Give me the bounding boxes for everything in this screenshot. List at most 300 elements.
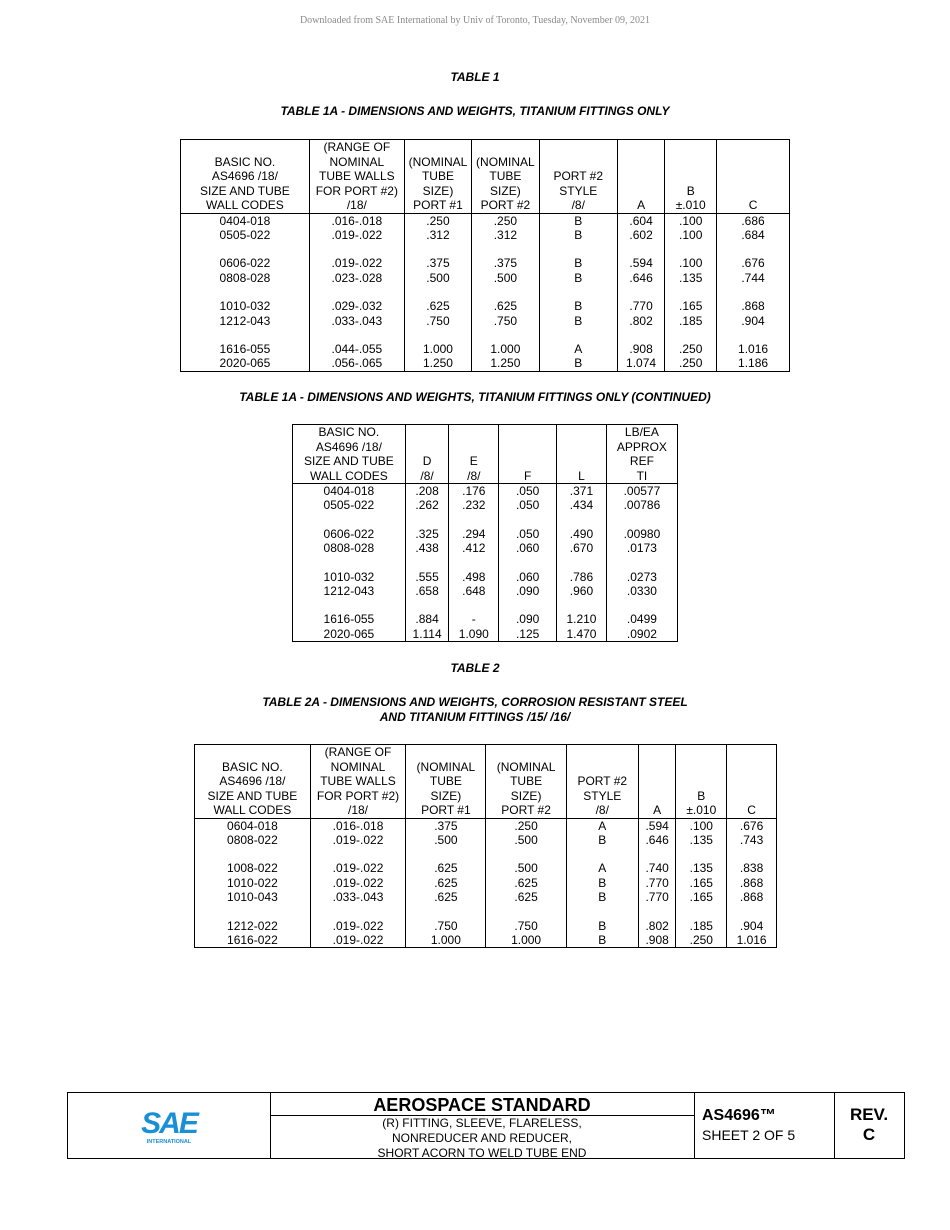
column-header-line: (RANGE OF <box>323 140 391 154</box>
table-row <box>195 818 777 833</box>
table-cell: .019-.022 <box>310 861 405 875</box>
table-cell: 0404-018 <box>293 484 406 499</box>
table1a-cont-caption: TABLE 1A - DIMENSIONS AND WEIGHTS, TITANIUM FITTINGS ONLY (CONTINUED) <box>239 390 711 404</box>
column-header-line: REF <box>629 454 654 468</box>
spacer-row <box>181 328 790 342</box>
column-header-line: TUBE <box>489 169 522 183</box>
column-header-line: C <box>748 198 758 212</box>
table-cell: .312 <box>404 228 471 242</box>
table-cell: 1616-022 <box>195 933 311 948</box>
table-cell: .625 <box>472 299 540 313</box>
table-row <box>195 933 777 948</box>
column-header-line: FOR PORT #2) <box>315 183 398 198</box>
table-cell: .412 <box>449 541 499 555</box>
table-cell: .016-.018 <box>309 213 404 228</box>
column-header <box>406 745 486 819</box>
table-cell: .165 <box>676 890 727 904</box>
table-cell: .165 <box>676 876 727 890</box>
column-header-line: TUBE <box>429 774 462 788</box>
table-cell: .594 <box>617 256 665 270</box>
spacer-row <box>293 556 678 570</box>
table-row <box>181 342 790 356</box>
column-header-line: PORT #2 <box>577 774 628 788</box>
table-row <box>195 833 777 847</box>
table-cell: 1212-022 <box>195 919 311 933</box>
column-header <box>449 425 499 484</box>
table-cell: B <box>539 314 617 328</box>
column-header-line: SIZE AND TUBE <box>303 454 394 468</box>
table-cell: A <box>566 861 638 875</box>
table-row <box>195 919 777 933</box>
column-header-line: FOR PORT #2) <box>316 788 400 803</box>
document-title-area <box>270 1093 695 1158</box>
column-header-line: E <box>469 454 478 468</box>
table-cell: .033-.043 <box>310 890 405 904</box>
table-cell: .050 <box>499 484 557 499</box>
table-cell: 0604-018 <box>195 818 311 833</box>
column-header-line: NOMINAL <box>329 154 385 169</box>
table1a <box>180 139 790 372</box>
spacer-row <box>293 513 678 527</box>
column-header <box>293 425 406 484</box>
table-cell: .250 <box>404 213 471 228</box>
table-cell: 1.016 <box>717 342 790 356</box>
column-header <box>717 140 790 214</box>
column-header-line: STYLE <box>583 788 622 803</box>
table-cell: .904 <box>717 314 790 328</box>
svg-text:INTERNATIONAL: INTERNATIONAL <box>146 1139 192 1145</box>
column-header-line: (NOMINAL <box>496 759 556 774</box>
table-cell: A <box>566 818 638 833</box>
table2a-caption-line2: AND TITANIUM FITTINGS /15/ /16/ <box>379 710 571 724</box>
table-cell: .294 <box>449 527 499 541</box>
revision-label: REV. <box>849 1105 889 1124</box>
column-header <box>405 425 449 484</box>
table-row <box>293 527 678 541</box>
table-cell: .232 <box>449 498 499 512</box>
standard-type: AEROSPACE STANDARD <box>270 1093 694 1116</box>
download-watermark: Downloaded from SAE International by Univ of Toronto, Tuesday, November 09, 2021 <box>299 15 651 26</box>
column-header <box>665 140 717 214</box>
column-header-line: STYLE <box>559 183 598 198</box>
description-line: (R) FITTING, SLEEVE, FLARELESS, <box>382 1116 582 1130</box>
column-header <box>499 425 557 484</box>
column-header-line: WALL CODES <box>213 803 292 817</box>
table-cell: .100 <box>665 213 717 228</box>
table-cell: - <box>449 612 499 626</box>
table-cell: 1616-055 <box>293 612 406 626</box>
column-header <box>309 140 404 214</box>
column-header-line: /8/ <box>420 468 434 483</box>
sae-logo <box>68 1093 271 1158</box>
column-header <box>486 745 566 819</box>
table-cell: 1.074 <box>617 356 665 371</box>
table-cell: .100 <box>665 228 717 242</box>
table-cell: .135 <box>665 271 717 285</box>
column-header-line: AS4696 /18/ <box>211 169 278 183</box>
table-cell: 1212-043 <box>181 314 310 328</box>
table-cell: .185 <box>676 919 727 933</box>
table-cell: .744 <box>717 271 790 285</box>
table1a-continued <box>292 424 678 642</box>
table-cell: .884 <box>405 612 449 626</box>
table-cell: .100 <box>665 256 717 270</box>
table-cell: 1.000 <box>404 342 471 356</box>
document-number-area <box>694 1093 835 1158</box>
column-header <box>606 425 677 484</box>
column-header <box>727 745 777 819</box>
table-row <box>293 584 678 598</box>
column-header-line: TUBE <box>421 169 454 183</box>
column-header-line: AS4696 /18/ <box>315 439 382 454</box>
column-header-line: B <box>697 788 706 803</box>
table-cell: A <box>539 342 617 356</box>
column-header-line: BASIC NO. <box>222 759 283 774</box>
column-header-line: BASIC NO. <box>318 425 380 439</box>
table-cell: 2020-065 <box>293 627 406 642</box>
table-cell: .438 <box>405 541 449 555</box>
table-cell: .490 <box>557 527 607 541</box>
description-line: NONREDUCER AND REDUCER, <box>391 1131 573 1145</box>
table-row <box>293 498 678 512</box>
table-cell: .00577 <box>606 484 677 499</box>
table-cell: 1010-043 <box>195 890 311 904</box>
column-header-line: SIZE) <box>422 183 454 198</box>
column-header-line: SIZE) <box>490 183 521 198</box>
table-cell: .604 <box>617 213 665 228</box>
table-cell: .0173 <box>606 541 677 555</box>
spacer-row <box>195 847 777 861</box>
table2a <box>194 744 777 948</box>
column-header <box>539 140 617 214</box>
header-row <box>195 745 777 819</box>
table-cell: .176 <box>449 484 499 499</box>
table-row <box>181 271 790 285</box>
revision-area <box>834 1093 904 1158</box>
table-cell: B <box>566 890 638 904</box>
table-row <box>293 612 678 626</box>
table-cell: .625 <box>406 861 486 875</box>
column-header-line: PORT #2 <box>480 198 531 212</box>
table-row <box>293 627 678 642</box>
table-cell: 1.000 <box>406 933 486 948</box>
table2a-caption-line1: TABLE 2A - DIMENSIONS AND WEIGHTS, CORROSION RESISTANT STEEL <box>262 695 688 709</box>
table-cell: .770 <box>638 890 676 904</box>
column-header-line: PORT #2 <box>501 803 551 817</box>
column-header-line: TI <box>636 468 648 483</box>
table-cell: .0902 <box>606 627 677 642</box>
table-cell: .594 <box>638 818 676 833</box>
table-cell: .0499 <box>606 612 677 626</box>
table-cell: 1.250 <box>404 356 471 371</box>
table-cell: .684 <box>717 228 790 242</box>
table-cell: .371 <box>557 484 607 499</box>
table-cell: .802 <box>617 314 665 328</box>
table-cell: .908 <box>617 342 665 356</box>
column-header <box>181 140 310 214</box>
table-cell: .185 <box>665 314 717 328</box>
table-row <box>181 228 790 242</box>
table-cell: .050 <box>499 498 557 512</box>
description-line: SHORT ACORN TO WELD TUBE END <box>377 1146 587 1160</box>
table-cell: .029-.032 <box>309 299 404 313</box>
column-header <box>676 745 727 819</box>
column-header-line: SIZE) <box>510 788 542 803</box>
table-cell: 1010-032 <box>181 299 310 313</box>
table-cell: .750 <box>486 919 566 933</box>
table-cell: .648 <box>449 584 499 598</box>
table-row <box>181 299 790 313</box>
table-row <box>195 876 777 890</box>
table-cell: B <box>539 256 617 270</box>
table-cell: .019-.022 <box>309 256 404 270</box>
table-cell: .100 <box>676 818 727 833</box>
column-header-line: C <box>747 803 756 817</box>
table-cell: .743 <box>727 833 777 847</box>
table-cell: .676 <box>717 256 790 270</box>
table-cell: B <box>539 213 617 228</box>
table-cell: .625 <box>406 876 486 890</box>
table-cell: 1.000 <box>486 933 566 948</box>
table-row <box>195 861 777 875</box>
column-header-line: L <box>578 468 585 483</box>
table-row <box>181 356 790 371</box>
table-row <box>181 213 790 228</box>
table-cell: .960 <box>557 584 607 598</box>
column-header-line: PORT #1 <box>413 198 463 212</box>
column-header-line: /18/ <box>348 803 369 817</box>
title-block <box>67 1092 905 1159</box>
column-header-line: AS4696 /18/ <box>219 774 286 788</box>
table-cell: .208 <box>405 484 449 499</box>
spacer-row <box>181 285 790 299</box>
column-header-line: APPROX <box>616 439 667 454</box>
spacer-row <box>181 242 790 256</box>
table-row <box>181 256 790 270</box>
table-cell: .750 <box>472 314 540 328</box>
column-header-line: SIZE AND TUBE <box>200 183 290 198</box>
table-cell: .500 <box>486 861 566 875</box>
table-cell: .500 <box>406 833 486 847</box>
table-cell: 1.016 <box>727 933 777 948</box>
table-cell: .770 <box>617 299 665 313</box>
table-cell: .060 <box>499 570 557 584</box>
table-cell: B <box>566 833 638 847</box>
table-cell: 1.210 <box>557 612 607 626</box>
table-cell: 1.250 <box>472 356 540 371</box>
table-cell: .165 <box>665 299 717 313</box>
column-header-line: SIZE AND TUBE <box>207 788 298 803</box>
table-cell: .498 <box>449 570 499 584</box>
table-cell: .868 <box>717 299 790 313</box>
column-header-line: A <box>637 198 646 212</box>
column-header <box>638 745 676 819</box>
table-cell: .770 <box>638 876 676 890</box>
table-cell: 0808-028 <box>293 541 406 555</box>
column-header-line: (NOMINAL <box>408 154 468 169</box>
table-cell: .019-.022 <box>310 833 405 847</box>
table-cell: .555 <box>405 570 449 584</box>
column-header-line: /8/ <box>467 468 481 483</box>
table-cell: 1.000 <box>472 342 540 356</box>
table-cell: 1.090 <box>449 627 499 642</box>
table-row <box>293 570 678 584</box>
table-cell: .646 <box>617 271 665 285</box>
table-cell: 0505-022 <box>181 228 310 242</box>
table-cell: B <box>566 876 638 890</box>
table-cell: 0808-028 <box>181 271 310 285</box>
table-cell: .740 <box>638 861 676 875</box>
document-number: AS4696™ <box>702 1107 776 1124</box>
table-cell: .500 <box>486 833 566 847</box>
column-header <box>566 745 638 819</box>
column-header-line: SIZE) <box>430 788 462 803</box>
table-cell: .375 <box>404 256 471 270</box>
table-cell: 2020-065 <box>181 356 310 371</box>
table-cell: B <box>539 271 617 285</box>
table-cell: .686 <box>717 213 790 228</box>
table-cell: 0404-018 <box>181 213 310 228</box>
table-row <box>181 314 790 328</box>
table-cell: .016-.018 <box>310 818 405 833</box>
column-header <box>472 140 540 214</box>
column-header-line: BASIC NO. <box>214 154 276 169</box>
revision-value: C <box>862 1125 876 1144</box>
column-header-line: TUBE WALLS <box>320 774 396 788</box>
table-cell: .802 <box>638 919 676 933</box>
column-header-line: ±.010 <box>686 803 717 817</box>
table-cell: .090 <box>499 612 557 626</box>
table-cell: .033-.043 <box>309 314 404 328</box>
column-header-line: TUBE <box>510 774 543 788</box>
table-cell: .00786 <box>606 498 677 512</box>
sae-logo-graphic <box>68 1093 270 1158</box>
column-header <box>617 140 665 214</box>
table-cell: .250 <box>472 213 540 228</box>
table-cell: .090 <box>499 584 557 598</box>
column-header-line: /18/ <box>346 198 367 212</box>
table-cell: .135 <box>676 861 727 875</box>
table-cell: 1616-055 <box>181 342 310 356</box>
table-cell: .868 <box>727 876 777 890</box>
table-cell: .838 <box>727 861 777 875</box>
table-cell: 1.186 <box>717 356 790 371</box>
table-cell: .056-.065 <box>309 356 404 371</box>
table-cell: .625 <box>486 890 566 904</box>
column-header-line: TUBE WALLS <box>319 169 395 183</box>
header-row <box>181 140 790 214</box>
table-cell: .044-.055 <box>309 342 404 356</box>
column-header-line: NOMINAL <box>330 759 386 774</box>
table-cell: 1212-043 <box>293 584 406 598</box>
table-cell: .325 <box>405 527 449 541</box>
table-cell: .786 <box>557 570 607 584</box>
table-cell: .670 <box>557 541 607 555</box>
column-header-line: WALL CODES <box>206 198 284 212</box>
column-header-line: PORT #2 <box>553 169 604 183</box>
table-cell: .868 <box>727 890 777 904</box>
column-header-line: ±.010 <box>675 198 706 212</box>
table-cell: .602 <box>617 228 665 242</box>
table-cell: B <box>539 356 617 371</box>
table-cell: .500 <box>472 271 540 285</box>
column-header-line: (NOMINAL <box>476 154 535 169</box>
table-cell: .0330 <box>606 584 677 598</box>
table2-title: TABLE 2 <box>450 661 500 675</box>
table-cell: 1010-022 <box>195 876 311 890</box>
table-cell: .050 <box>499 527 557 541</box>
table-cell: .125 <box>499 627 557 642</box>
table-cell: 0808-022 <box>195 833 311 847</box>
column-header <box>557 425 607 484</box>
table-cell: .908 <box>638 933 676 948</box>
column-header-line: D <box>422 454 432 468</box>
column-header-line: (NOMINAL <box>416 759 476 774</box>
column-header-line: /8/ <box>595 803 609 817</box>
table-cell: .019-.022 <box>310 876 405 890</box>
table-cell: .019-.022 <box>309 228 404 242</box>
table-cell: B <box>539 299 617 313</box>
table-cell: .019-.022 <box>310 933 405 948</box>
table-cell: B <box>566 919 638 933</box>
column-header-line: PORT #1 <box>421 803 471 817</box>
table-cell: 1010-032 <box>293 570 406 584</box>
table-cell: 0606-022 <box>293 527 406 541</box>
column-header-line: (RANGE OF <box>324 745 392 759</box>
table-cell: .312 <box>472 228 540 242</box>
table-cell: .904 <box>727 919 777 933</box>
table-cell: .250 <box>486 818 566 833</box>
table-row <box>293 484 678 499</box>
table-cell: B <box>539 228 617 242</box>
header-row <box>293 425 678 484</box>
svg-text:SAE: SAE <box>141 1107 197 1140</box>
table-row <box>293 541 678 555</box>
table-cell: 1.114 <box>405 627 449 642</box>
table-cell: .135 <box>676 833 727 847</box>
table-cell: .375 <box>472 256 540 270</box>
table-cell: .023-.028 <box>309 271 404 285</box>
table-row <box>195 890 777 904</box>
table-cell: 0606-022 <box>181 256 310 270</box>
table-cell: .658 <box>405 584 449 598</box>
table-cell: .676 <box>727 818 777 833</box>
table-cell: .625 <box>486 876 566 890</box>
table-cell: 1.470 <box>557 627 607 642</box>
table-cell: .262 <box>405 498 449 512</box>
document-description <box>270 1116 694 1161</box>
table-cell: .250 <box>665 342 717 356</box>
column-header-line: B <box>686 183 695 198</box>
column-header <box>195 745 311 819</box>
spacer-row <box>293 598 678 612</box>
table-cell: .250 <box>665 356 717 371</box>
column-header-line: A <box>653 803 662 817</box>
table1a-caption: TABLE 1A - DIMENSIONS AND WEIGHTS, TITANIUM FITTINGS ONLY <box>280 104 670 118</box>
table-cell: .750 <box>404 314 471 328</box>
table-cell: .250 <box>676 933 727 948</box>
table-cell: .019-.022 <box>310 919 405 933</box>
table-cell: .375 <box>406 818 486 833</box>
table-cell: .646 <box>638 833 676 847</box>
table-cell: 1008-022 <box>195 861 311 875</box>
table-cell: B <box>566 933 638 948</box>
table-cell: .500 <box>404 271 471 285</box>
column-header-line: F <box>523 468 532 483</box>
column-header-line: /8/ <box>571 198 585 212</box>
table-cell: .750 <box>406 919 486 933</box>
column-header-line: LB/EA <box>624 425 659 439</box>
